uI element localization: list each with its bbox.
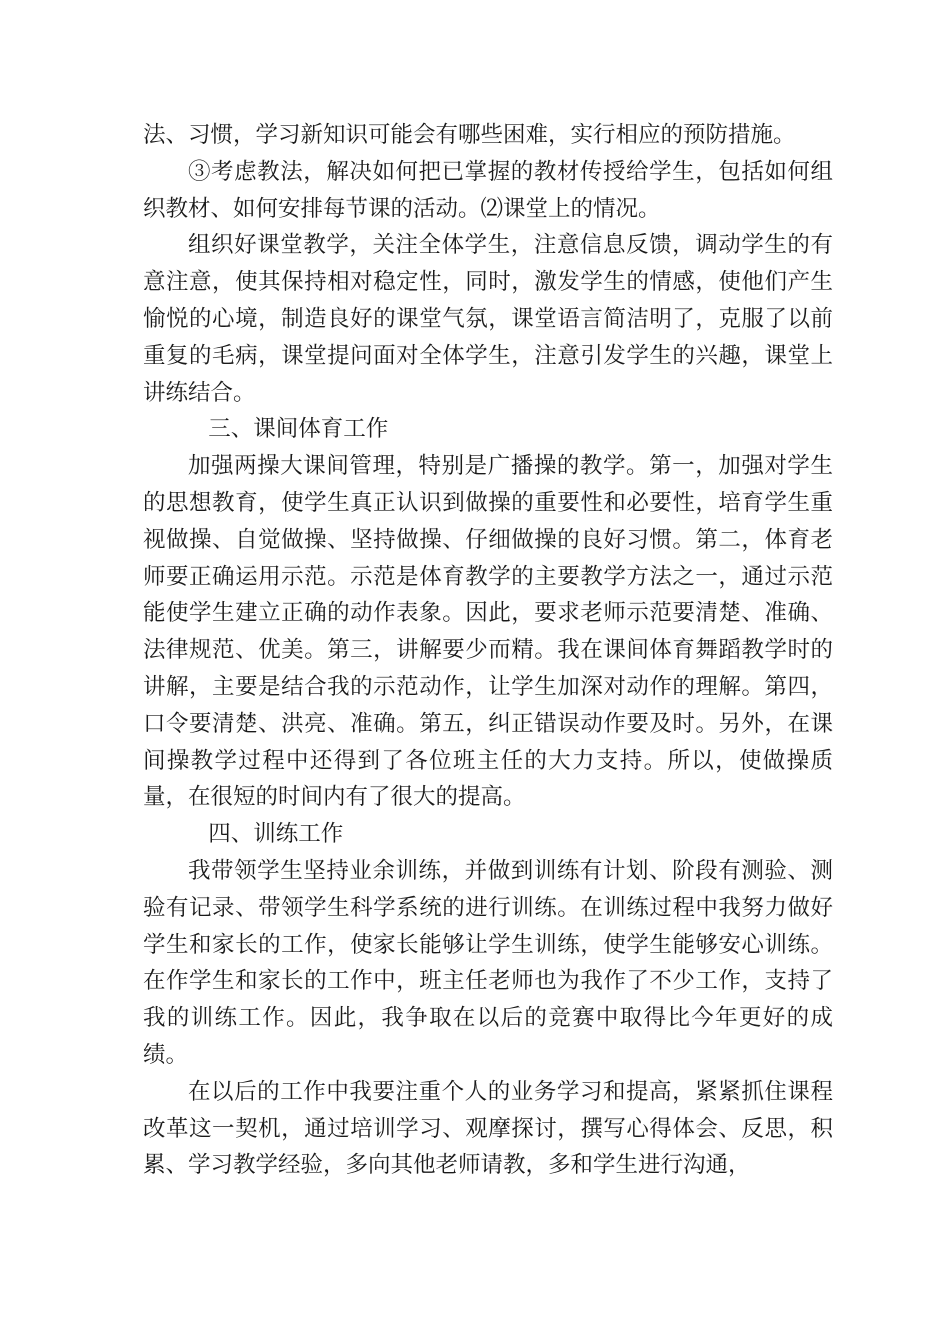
document-body — [143, 117, 833, 1184]
paragraph-training-work: 我带领学生坚持业余训练，并做到训练有计划、阶段有测验、测验有记录、带领学生科学系统的进行训练。在训练过程中我努力做好学生和家长的工作，使家长能够让学生训练，使学生能够安心训练。在作学生和家长的工作中，班主任老师也为我作了不少工作，支持了我的训练工作。因此，我争取在以后的竞赛中取得比今年更好的成绩。 — [143, 857, 833, 1068]
paragraph-continuation: 法、习惯，学习新知识可能会有哪些困难，实行相应的预防措施。 — [143, 122, 796, 148]
paragraph-future-work: 在以后的工作中我要注重个人的业务学习和提高，紧紧抓住课程改革这一契机，通过培训学习、观摩探讨，撰写心得体会、反思，积累、学习教学经验，多向其他老师请教，多和学生进行沟通， — [143, 1078, 833, 1179]
paragraph-classroom-organization: 组织好课堂教学，关注全体学生，注意信息反馈，调动学生的有意注意，使其保持相对稳定性，同时，激发学生的情感，使他们产生愉悦的心境，制造良好的课堂气氛，课堂语言简洁明了，克服了以前重复的毛病，课堂提问面对全体学生，注意引发学生的兴趣，课堂上讲练结合。 — [143, 232, 833, 406]
paragraph-recess-exercise: 加强两操大课间管理，特别是广播操的教学。第一，加强对学生的思想教育，使学生真正认识到做操的重要性和必要性，培育学生重视做操、自觉做操、坚持做操、仔细做操的良好习惯。第二，体育老师要正确运用示范。示范是体育教学的主要教学方法之一，通过示范能使学生建立正确的动作表象。因此，要求老师示范要清楚、准确、法律规范、优美。第三，讲解要少而精。我在课间体育舞蹈教学时的讲解，主要是结合我的示范动作，让学生加深对动作的理解。第四，口令要清楚、洪亮、准确。第五，纠正错误动作要及时。另外，在课间操教学过程中还得到了各位班主任的大力支持。所以，使做操质量，在很短的时间内有了很大的提高。 — [143, 453, 833, 811]
section-heading-recess-pe: 三、课间体育工作 — [208, 416, 389, 443]
section-heading-training: 四、训练工作 — [208, 821, 344, 848]
paragraph-teaching-methods: ③考虑教法，解决如何把已掌握的教材传授给学生，包括如何组织教材、如何安排每节课的活动。⑵课堂上的情况。 — [143, 158, 833, 222]
